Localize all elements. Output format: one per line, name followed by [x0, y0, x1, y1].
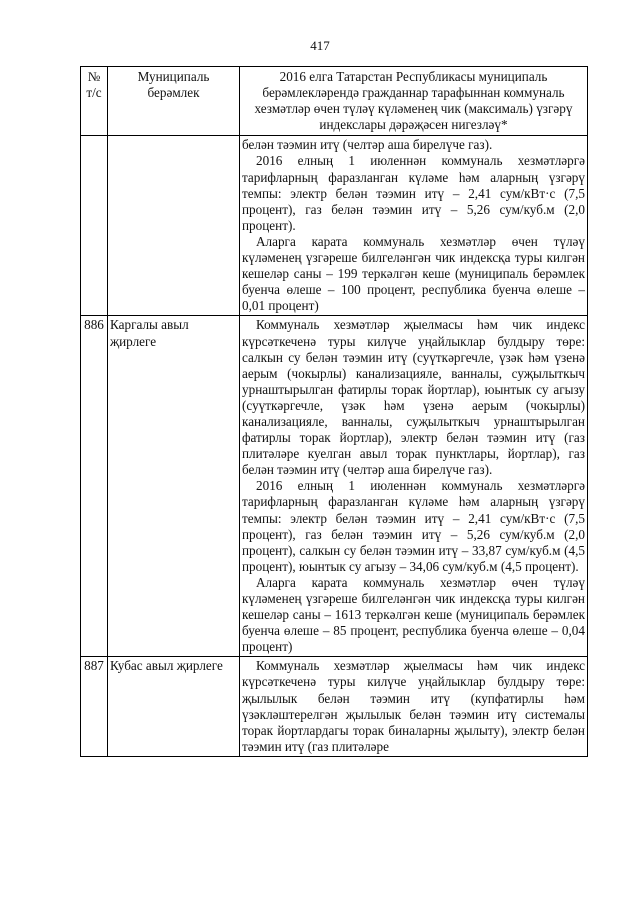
row-number: 887: [81, 657, 108, 757]
header-description: 2016 елга Татарстан Республикасы муниципаль берәмлекләрендә гражданнар тарафыннан коммуналь хезмәтләр өчен түләү күләменең чик (максималь) үзгәрү индекслары дәрәҗәсен нигезләү*: [240, 67, 588, 136]
description-paragraph: Коммуналь хезмәтләр җыелмасы һәм чик индекс күрсәткеченә туры килүче уңайлыклар булдыру төре: салкын су белән тәэмин итү (суүткәргечле, үзәк һәм үзенә аерым (чокырлы) канализацияле, ванналы, суҗылыткыч урнаштырылган фатирлы торак йортлар), юынтык су агызу (суүткәргечле, үзәк һәм үзенә аерым (чокырлы) канализацияле, ванналы, суҗылыткыч урнаштырылган фатирлы торак йортлар), электр белән тәэмин итү (газ плитәләре куелган авыл торак пунктлары, йортлар), газ белән тәэмин итү (челтәр аша бирелүче газ).: [242, 317, 585, 478]
description-paragraph: Коммуналь хезмәтләр җыелмасы һәм чик индекс күрсәткеченә туры килүче уңайлыклар булдыру төре: җылылык белән тәэмин итү (купфатирлы һәм үзәкләштерелгән җылылык белән тәэмин итү системалы торак йортлардагы торак биналарны җылыту), электр белән тәэмин итү (газ плитәләре: [242, 658, 585, 754]
description-paragraph: белән тәэмин итү (челтәр аша бирелүче газ).: [242, 137, 493, 153]
header-num: № т/с: [81, 67, 108, 136]
table-row: [81, 316, 588, 657]
table-header: [81, 67, 588, 136]
tariff-table: [80, 66, 588, 757]
row-number: [81, 136, 108, 316]
municipality-name: [108, 136, 240, 316]
description-paragraph: 2016 елның 1 июленнән коммуналь хезмәтләргә тарифларның фаразланган күләме һәм аларның үзгәрү темпы: электр белән тәэмин итү – 2,41 сум/кВт·с (7,5 процент), газ белән тәэмин итү – 5,26 сум/куб.м (2,0 процент).: [242, 153, 585, 233]
description-cell: [240, 657, 588, 757]
table-body: [81, 136, 588, 757]
row-number: 886: [81, 316, 108, 657]
municipality-name: Каргалы авыл җирлеге: [108, 316, 240, 657]
page-number: 417: [310, 38, 330, 53]
description-cell: [240, 316, 588, 657]
table-row: [81, 136, 588, 316]
description-paragraph: Аларга карата коммуналь хезмәтләр өчен түләү күләменең үзгәреше билгеләнгән чик индексқа туры килгән кешеләр саны – 199 теркәлгән кеше (муниципаль берәмлек буенча өлеше – 100 процент, республика буенча өлеше – 0,01 процент): [242, 233, 585, 314]
description-paragraph: Аларга карата коммуналь хезмәтләр өчен түләү күләменең үзгәреше билгеләнгән чик индексқа туры килгән кешеләр саны – 1613 теркәлгән кеше (муниципаль берәмлек буенча өлеше – 85 процент, республика буенча өлеше – 0,04 процент): [242, 574, 585, 655]
municipality-name: Кубас авыл җирлеге: [108, 657, 240, 757]
header-municipality: Муниципаль берәмлек: [108, 67, 240, 136]
description-paragraph: 2016 елның 1 июленнән коммуналь хезмәтләргә тарифларның фаразланган күләме һәм аларның үзгәрү темпы: электр белән тәэмин итү – 2,41 сум/кВт·с (7,5 процент), газ белән тәэмин итү – 5,26 сум/куб.м (2,0 процент), салкын су белән тәэмин итү – 33,87 сум/куб.м (4,5 процент), юынтык су агызу – 34,06 сум/куб.м (4,5 процент).: [242, 478, 585, 574]
table-row: [81, 657, 588, 757]
header-row: [81, 67, 588, 136]
description-cell: [240, 136, 588, 316]
